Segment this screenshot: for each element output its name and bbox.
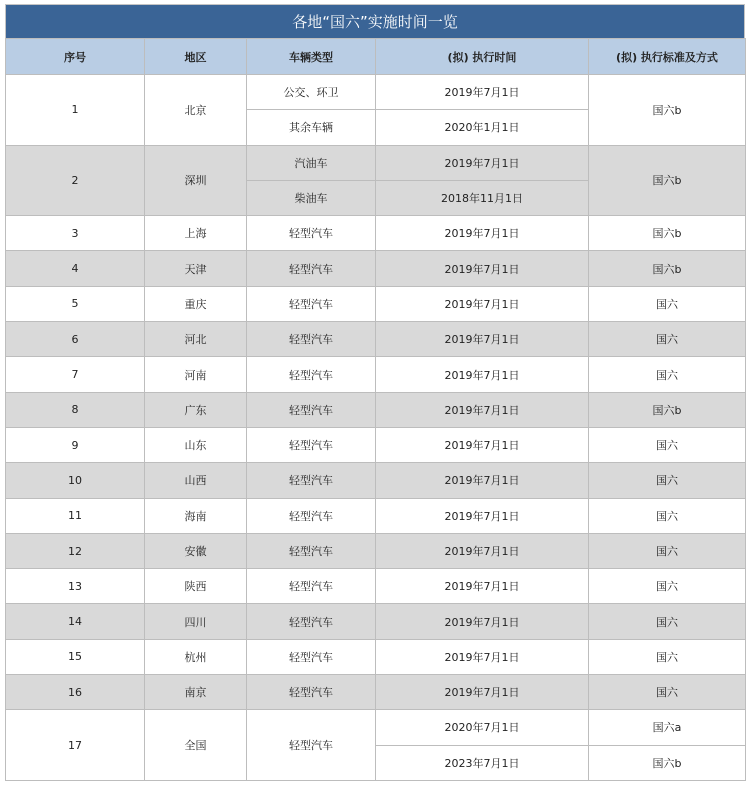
cell-standard: 国六 (589, 286, 746, 321)
cell-vehicle-type: 公交、环卫 (247, 75, 376, 110)
cell-date: 2020年7月1日 (376, 710, 589, 745)
cell-vehicle-type: 轻型汽车 (247, 604, 376, 639)
cell-region: 重庆 (145, 286, 247, 321)
table-row (6, 145, 746, 180)
cell-standard: 国六b (589, 75, 746, 146)
cell-standard: 国六 (589, 463, 746, 498)
cell-region: 天津 (145, 251, 247, 286)
cell-date: 2019年7月1日 (376, 75, 589, 110)
table-row (6, 357, 746, 392)
cell-date: 2019年7月1日 (376, 286, 589, 321)
table-row (6, 498, 746, 533)
cell-region: 河南 (145, 357, 247, 392)
table-row (6, 286, 746, 321)
cell-vehicle-type: 轻型汽车 (247, 533, 376, 568)
table-row (6, 427, 746, 462)
cell-region: 杭州 (145, 639, 247, 674)
cell-vehicle-type: 轻型汽车 (247, 639, 376, 674)
cell-date: 2019年7月1日 (376, 604, 589, 639)
cell-number: 8 (6, 392, 145, 427)
cell-region: 山西 (145, 463, 247, 498)
table-row (6, 463, 746, 498)
table-row (6, 216, 746, 251)
cell-date: 2019年7月1日 (376, 533, 589, 568)
cell-date: 2019年7月1日 (376, 216, 589, 251)
cell-date: 2019年7月1日 (376, 569, 589, 604)
cell-vehicle-type: 轻型汽车 (247, 392, 376, 427)
cell-vehicle-type: 柴油车 (247, 180, 376, 215)
cell-number: 4 (6, 251, 145, 286)
cell-number: 1 (6, 75, 145, 146)
table-row (6, 251, 746, 286)
cell-number: 5 (6, 286, 145, 321)
cell-vehicle-type: 轻型汽车 (247, 569, 376, 604)
cell-standard: 国六 (589, 357, 746, 392)
cell-standard: 国六b (589, 392, 746, 427)
cell-date: 2019年7月1日 (376, 463, 589, 498)
cell-region: 全国 (145, 710, 247, 781)
cell-number: 12 (6, 533, 145, 568)
table-row (6, 604, 746, 639)
cell-date: 2019年7月1日 (376, 675, 589, 710)
table-row (6, 639, 746, 674)
cell-date: 2019年7月1日 (376, 392, 589, 427)
cell-region: 河北 (145, 322, 247, 357)
table-row (6, 75, 746, 110)
table-row (6, 710, 746, 745)
cell-date: 2020年1月1日 (376, 110, 589, 145)
national-six-table-container (5, 4, 745, 781)
cell-vehicle-type: 其余车辆 (247, 110, 376, 145)
cell-number: 7 (6, 357, 145, 392)
cell-number: 6 (6, 322, 145, 357)
cell-date: 2023年7月1日 (376, 745, 589, 780)
table-row (6, 533, 746, 568)
cell-standard: 国六 (589, 675, 746, 710)
cell-standard: 国六 (589, 427, 746, 462)
header-row (6, 39, 746, 75)
header-vehicle-type: 车辆类型 (247, 39, 376, 75)
cell-standard: 国六b (589, 145, 746, 216)
cell-vehicle-type: 轻型汽车 (247, 498, 376, 533)
cell-number: 17 (6, 710, 145, 781)
cell-standard: 国六 (589, 604, 746, 639)
cell-date: 2019年7月1日 (376, 639, 589, 674)
cell-region: 海南 (145, 498, 247, 533)
cell-vehicle-type: 轻型汽车 (247, 322, 376, 357)
table-row (6, 569, 746, 604)
cell-date: 2018年11月1日 (376, 180, 589, 215)
cell-region: 深圳 (145, 145, 247, 216)
cell-number: 3 (6, 216, 145, 251)
implementation-table (5, 38, 746, 781)
cell-number: 14 (6, 604, 145, 639)
cell-number: 15 (6, 639, 145, 674)
cell-vehicle-type: 汽油车 (247, 145, 376, 180)
header-standard: (拟) 执行标准及方式 (589, 39, 746, 75)
cell-vehicle-type: 轻型汽车 (247, 427, 376, 462)
cell-region: 上海 (145, 216, 247, 251)
cell-number: 9 (6, 427, 145, 462)
cell-region: 陕西 (145, 569, 247, 604)
cell-vehicle-type: 轻型汽车 (247, 463, 376, 498)
cell-standard: 国六b (589, 251, 746, 286)
cell-region: 山东 (145, 427, 247, 462)
cell-date: 2019年7月1日 (376, 251, 589, 286)
cell-number: 16 (6, 675, 145, 710)
cell-number: 11 (6, 498, 145, 533)
table-title: 各地“国六”实施时间一览 (5, 4, 745, 38)
cell-region: 北京 (145, 75, 247, 146)
cell-region: 安徽 (145, 533, 247, 568)
cell-standard: 国六a (589, 710, 746, 745)
table-row (6, 675, 746, 710)
header-region: 地区 (145, 39, 247, 75)
cell-standard: 国六b (589, 216, 746, 251)
cell-date: 2019年7月1日 (376, 322, 589, 357)
cell-vehicle-type: 轻型汽车 (247, 675, 376, 710)
cell-number: 10 (6, 463, 145, 498)
header-date: (拟) 执行时间 (376, 39, 589, 75)
cell-standard: 国六 (589, 533, 746, 568)
cell-standard: 国六 (589, 498, 746, 533)
cell-date: 2019年7月1日 (376, 357, 589, 392)
cell-region: 南京 (145, 675, 247, 710)
cell-number: 2 (6, 145, 145, 216)
cell-date: 2019年7月1日 (376, 145, 589, 180)
cell-number: 13 (6, 569, 145, 604)
header-number: 序号 (6, 39, 145, 75)
cell-vehicle-type: 轻型汽车 (247, 216, 376, 251)
cell-date: 2019年7月1日 (376, 427, 589, 462)
cell-date: 2019年7月1日 (376, 498, 589, 533)
cell-standard: 国六 (589, 639, 746, 674)
table-row (6, 322, 746, 357)
cell-region: 四川 (145, 604, 247, 639)
cell-vehicle-type: 轻型汽车 (247, 357, 376, 392)
cell-standard: 国六 (589, 569, 746, 604)
cell-vehicle-type: 轻型汽车 (247, 286, 376, 321)
table-row (6, 392, 746, 427)
cell-region: 广东 (145, 392, 247, 427)
cell-vehicle-type: 轻型汽车 (247, 251, 376, 286)
cell-vehicle-type: 轻型汽车 (247, 710, 376, 781)
cell-standard: 国六b (589, 745, 746, 780)
cell-standard: 国六 (589, 322, 746, 357)
